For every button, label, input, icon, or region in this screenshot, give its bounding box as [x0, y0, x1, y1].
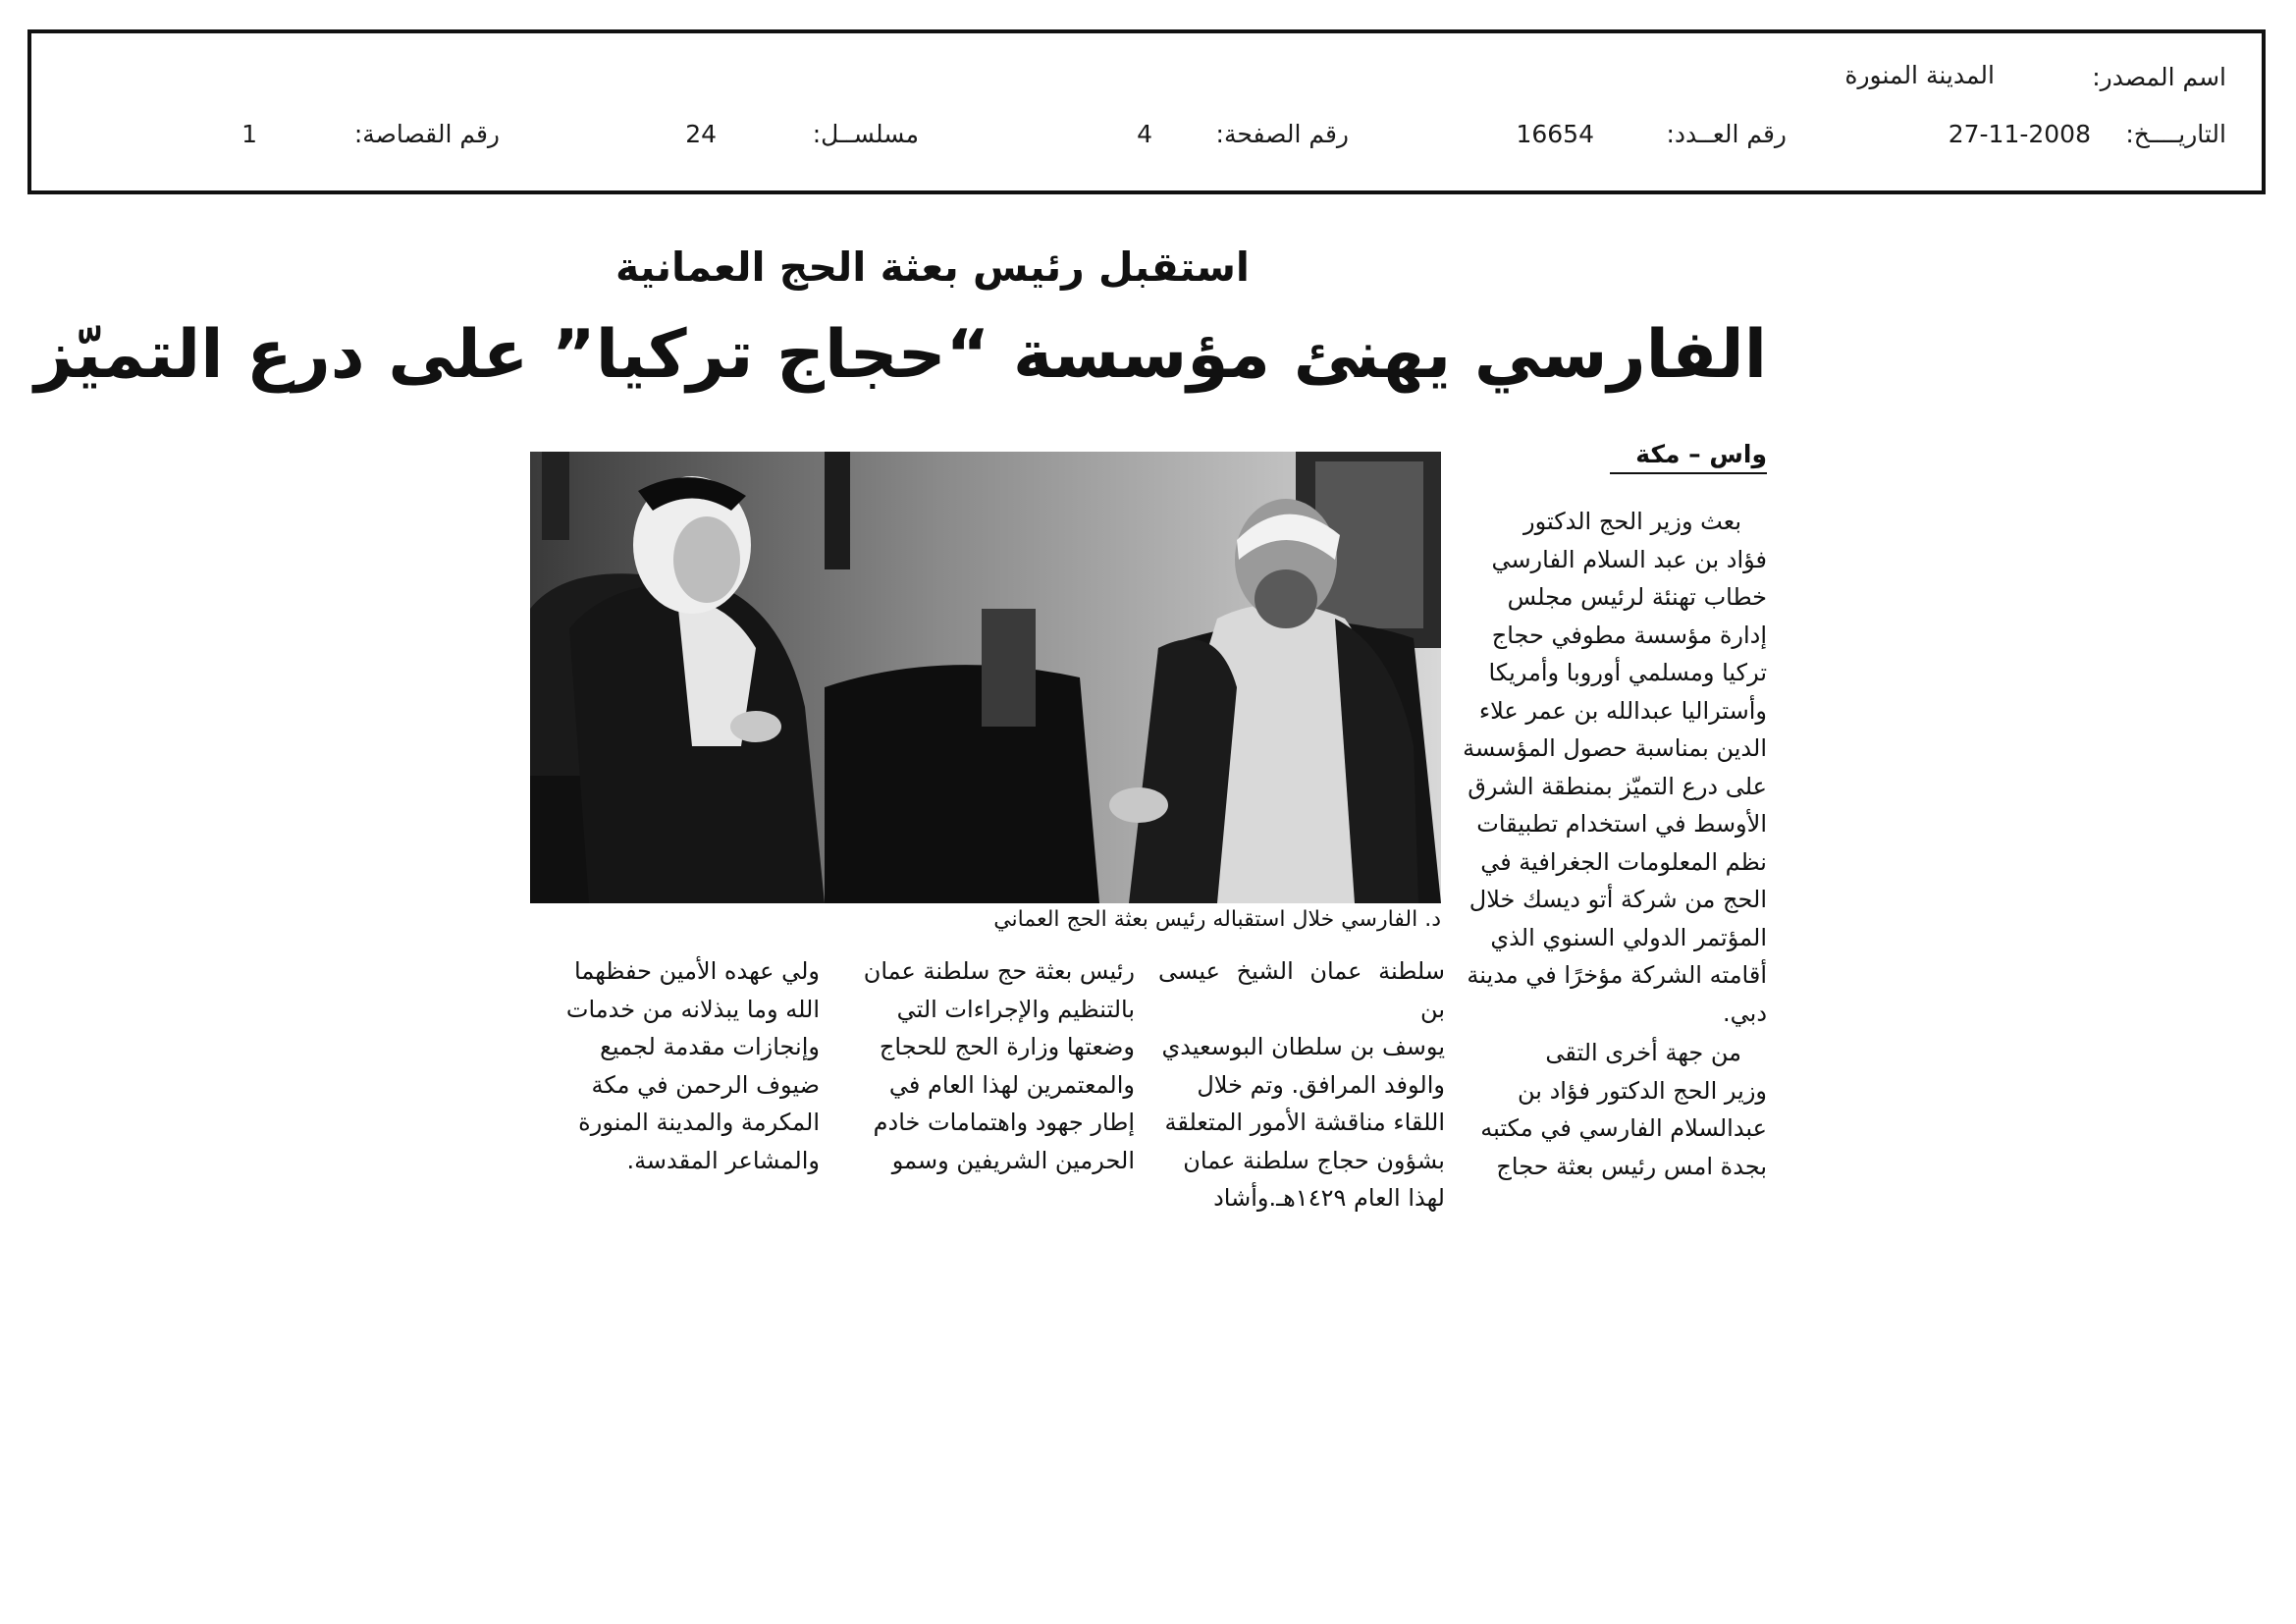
- column-1-line: إدارة مؤسسة مطوفي حجاج: [1491, 621, 1767, 649]
- column-1-line: المؤتمر الدولي السنوي الذي: [1490, 923, 1767, 951]
- column-3-line: وضعتها وزارة الحج للحجاج: [879, 1033, 1135, 1060]
- clip-number-value: 1: [241, 120, 257, 148]
- column-2-line: والوفد المرافق. وتم خلال: [1197, 1070, 1445, 1099]
- column-2-line: لهذا العام ١٤٢٩هـ.وأشاد: [1213, 1184, 1445, 1212]
- column-3-line: الحرمين الشريفين وسمو: [891, 1146, 1135, 1174]
- column-4-line: المكرمة والمدينة المنورة: [578, 1109, 820, 1136]
- column-2-line: بشؤون حجاج سلطنة عمان: [1183, 1146, 1445, 1174]
- serial-label: مسلســل:: [812, 120, 919, 148]
- column-1-line: الأوسط في استخدام تطبيقات: [1476, 810, 1767, 838]
- column-1-line: على درع التميّز بمنطقة الشرق: [1468, 772, 1767, 800]
- column-4-line: ولي عهده الأمين حفظهما: [574, 957, 820, 985]
- column-1-line: بعث وزير الحج الدكتور: [1522, 508, 1741, 535]
- column-2-line: اللقاء مناقشة الأمور المتعلقة: [1164, 1109, 1445, 1136]
- source-label: اسم المصدر:: [2092, 63, 2226, 91]
- column-1-line: من جهة أخرى التقى: [1545, 1039, 1741, 1066]
- column-1-line: فؤاد بن عبد السلام الفارسي: [1491, 545, 1767, 573]
- article-dateline: واس – مكة: [1610, 440, 1767, 474]
- source-value: المدينة المنورة: [1844, 61, 1995, 89]
- date-value: 27-11-2008: [1948, 120, 2091, 148]
- clip-number-label: رقم القصاصة:: [353, 120, 500, 148]
- page-value: 4: [1137, 120, 1152, 148]
- date-label: التاريــــخ:: [2125, 120, 2226, 148]
- article-kicker: استقبل رئيس بعثة الحج العمانية: [615, 244, 1250, 291]
- issue-label: رقم العــدد:: [1666, 120, 1787, 148]
- column-1-line: الدين بمناسبة حصول المؤسسة: [1463, 734, 1767, 762]
- column-3-line: والمعتمرين لهذا العام في: [888, 1070, 1135, 1099]
- article-column-4: [530, 952, 820, 1179]
- column-1-line: خطاب تهنئة لرئيس مجلس: [1507, 583, 1767, 611]
- page-label: رقم الصفحة:: [1215, 120, 1349, 148]
- column-3-line: رئيس بعثة حج سلطنة عمان: [863, 957, 1135, 985]
- photo-caption: د. الفارسي خلال استقباله رئيس بعثة الحج العماني: [993, 907, 1441, 932]
- column-1-line: الحج من شركة أتو ديسك خلال: [1468, 886, 1767, 913]
- article-column-3: [842, 952, 1135, 1179]
- photo-illustration: [530, 452, 1441, 903]
- column-4-line: ضيوف الرحمن في مكة: [591, 1070, 820, 1099]
- column-3-line: إطار جهود واهتمامات خادم: [873, 1109, 1135, 1136]
- column-4-line: وإنجازات مقدمة لجميع: [600, 1033, 820, 1060]
- column-1-line: نظم المعلومات الجغرافية في: [1480, 847, 1767, 876]
- column-2-line: يوسف بن سلطان البوسعيدي: [1161, 1033, 1445, 1060]
- column-1-line: وأستراليا عبدالله بن عمر علاء: [1478, 696, 1767, 725]
- article-headline: الفارسي يهنئ مؤسسة “حجاج تركيا” على درع التميّز: [34, 316, 1767, 394]
- column-1-line: بجدة امس رئيس بعثة حجاج: [1496, 1152, 1767, 1180]
- column-4-line: والمشاعر المقدسة.: [626, 1146, 820, 1174]
- article-photo: [530, 452, 1441, 903]
- column-3-line: بالتنظيم والإجراءات التي: [896, 995, 1135, 1023]
- serial-value: 24: [685, 120, 717, 148]
- column-4-line: الله وما يبذلانه من خدمات: [565, 995, 820, 1023]
- article-column-1: [1461, 503, 1767, 1185]
- column-1-line: دبي.: [1723, 999, 1767, 1027]
- column-1-line: وزير الحج الدكتور فؤاد بن: [1518, 1076, 1767, 1105]
- column-1-line: أقامته الشركة مؤخرًا في مدينة: [1467, 961, 1767, 989]
- column-2-line: سلطنة عمان الشيخ عيسى بن: [1158, 957, 1445, 1023]
- issue-value: 16654: [1516, 120, 1594, 148]
- clipping-header-box: [27, 29, 2266, 194]
- article-column-2: [1158, 952, 1445, 1218]
- column-1-line: عبدالسلام الفارسي في مكتبه: [1480, 1114, 1767, 1142]
- column-1-line: تركيا ومسلمي أوروبا وأمريكا: [1488, 659, 1767, 686]
